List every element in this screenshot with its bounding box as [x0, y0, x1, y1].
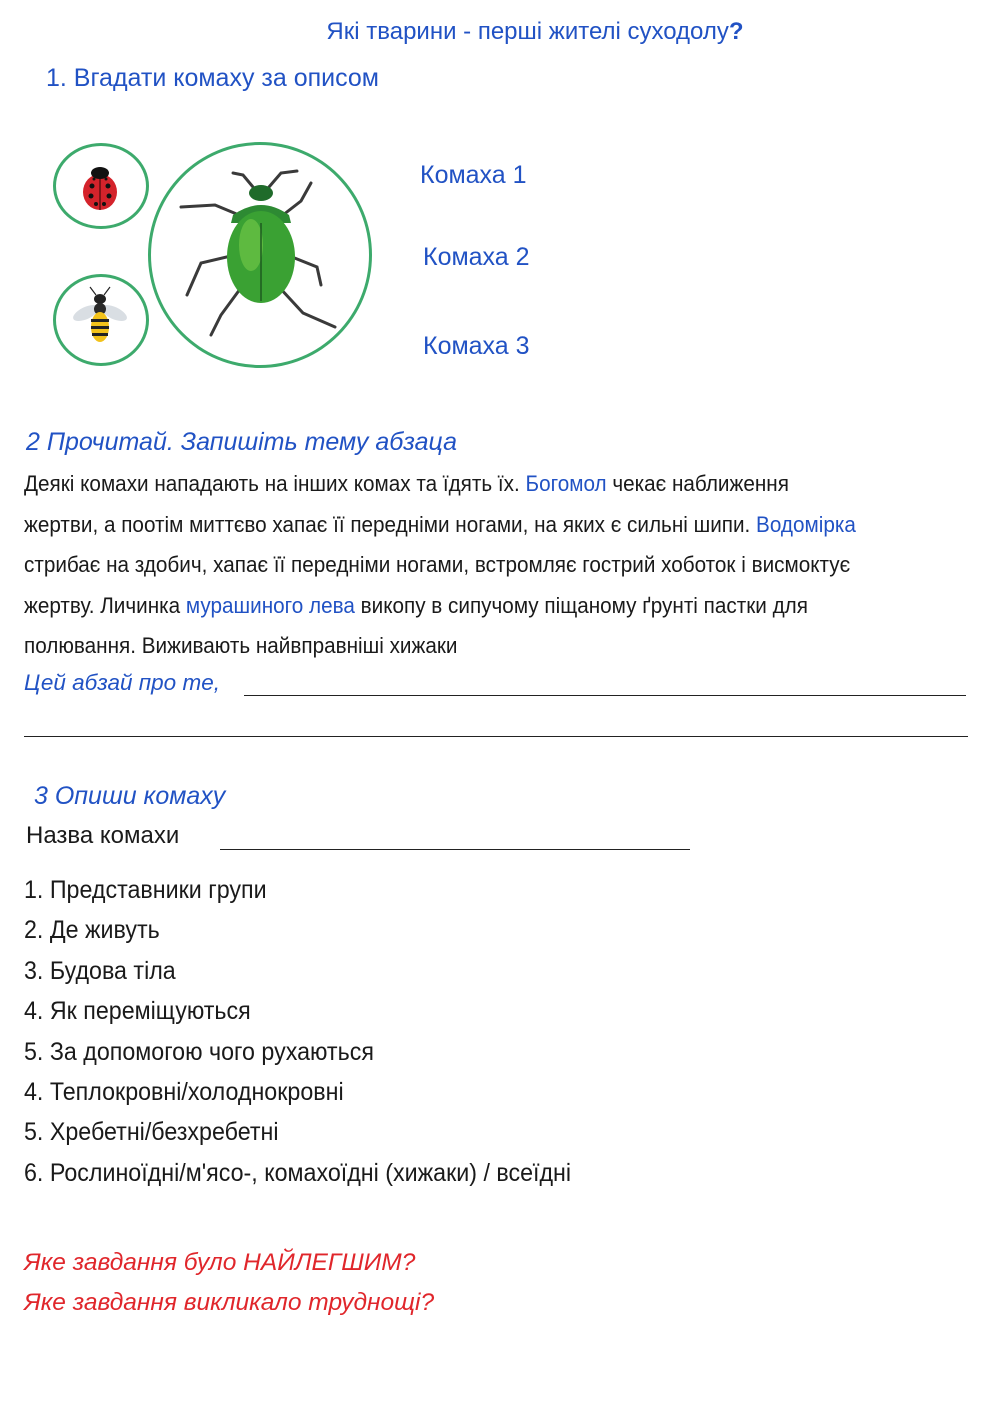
list-item: 2. Де живуть — [24, 916, 160, 945]
about-answer-line-2[interactable] — [24, 736, 968, 737]
list-item: 3. Будова тіла — [24, 956, 176, 985]
section2-heading: 2 Прочитай. Запишіть тему абзаца — [26, 428, 458, 456]
list-item: 5. Хребетні/безхребетні — [24, 1118, 279, 1147]
section1-heading: 1. Вгадати комаху за описом — [46, 64, 379, 92]
list-item: 1. Представники групи — [24, 876, 267, 904]
wasp-circle[interactable] — [53, 274, 149, 366]
list-item: 4. Теплокровні/холоднокровні — [24, 1078, 344, 1107]
page-title — [0, 18, 1000, 46]
highlight-term: мурашиного лева — [185, 592, 355, 618]
section3-heading: 3 Опиши комаху — [34, 782, 226, 810]
green-beetle-circle[interactable] — [148, 142, 372, 368]
ladybug-icon — [56, 146, 146, 226]
reflection-question-1: Яке завдання було НАЙЛЕГШИМ? — [24, 1249, 416, 1276]
about-prompt: Цей абзай про те, — [24, 670, 220, 695]
text-run: стрибає на здобич, хапає її передніми ногами, встромляє гострий хоботок і висмоктує — [24, 552, 851, 577]
reflection-question-2: Яке завдання викликало труднощі? — [24, 1289, 435, 1316]
paragraph-line — [24, 464, 898, 505]
highlight-term: Богомол — [525, 471, 607, 496]
insect-name-line[interactable] — [220, 849, 690, 850]
text-run: жертви, а поотім миттєво хапає її передніми ногами, на яких є сильні шипи. — [24, 511, 757, 537]
paragraph-line — [24, 545, 898, 586]
paragraph — [24, 464, 898, 667]
text-run: викопу в сипучому піщаному ґрунті пастки для — [354, 592, 808, 618]
list-item: 5. За допомогою чого рухаються — [24, 1037, 374, 1066]
green-beetle-icon — [151, 145, 369, 365]
description-list — [24, 870, 571, 1193]
list-item: 6. Рослиноїдні/м'ясо-, комахоїдні (хижаки) / всеїдні — [24, 1158, 572, 1187]
highlight-term: Водомірка — [756, 511, 856, 537]
page-title-mark: ? — [728, 18, 744, 45]
ladybug-circle[interactable] — [53, 143, 149, 229]
list-item: 4. Як переміщуються — [24, 997, 251, 1026]
about-answer-line-1[interactable] — [244, 695, 966, 696]
paragraph-line — [24, 505, 898, 546]
wasp-icon — [56, 277, 146, 363]
insect-label-3[interactable]: Комаха 3 — [423, 332, 530, 360]
page-title-text: Які тварини - перші жителі суходолу — [326, 18, 729, 45]
insect-name-label: Назва комахи — [26, 822, 180, 849]
insect-label-2[interactable]: Комаха 2 — [423, 243, 530, 271]
paragraph-line — [24, 586, 898, 627]
insect-label-1[interactable]: Комаха 1 — [420, 161, 527, 189]
text-run: жертву. Личинка — [24, 592, 186, 618]
paragraph-line — [24, 626, 898, 667]
text-run: Деякі комахи нападають на інших комах та їдять їх. — [24, 471, 526, 496]
text-run: чекає наближення — [606, 471, 789, 496]
text-run: полювання. Виживають найвправніші хижаки — [24, 633, 458, 658]
